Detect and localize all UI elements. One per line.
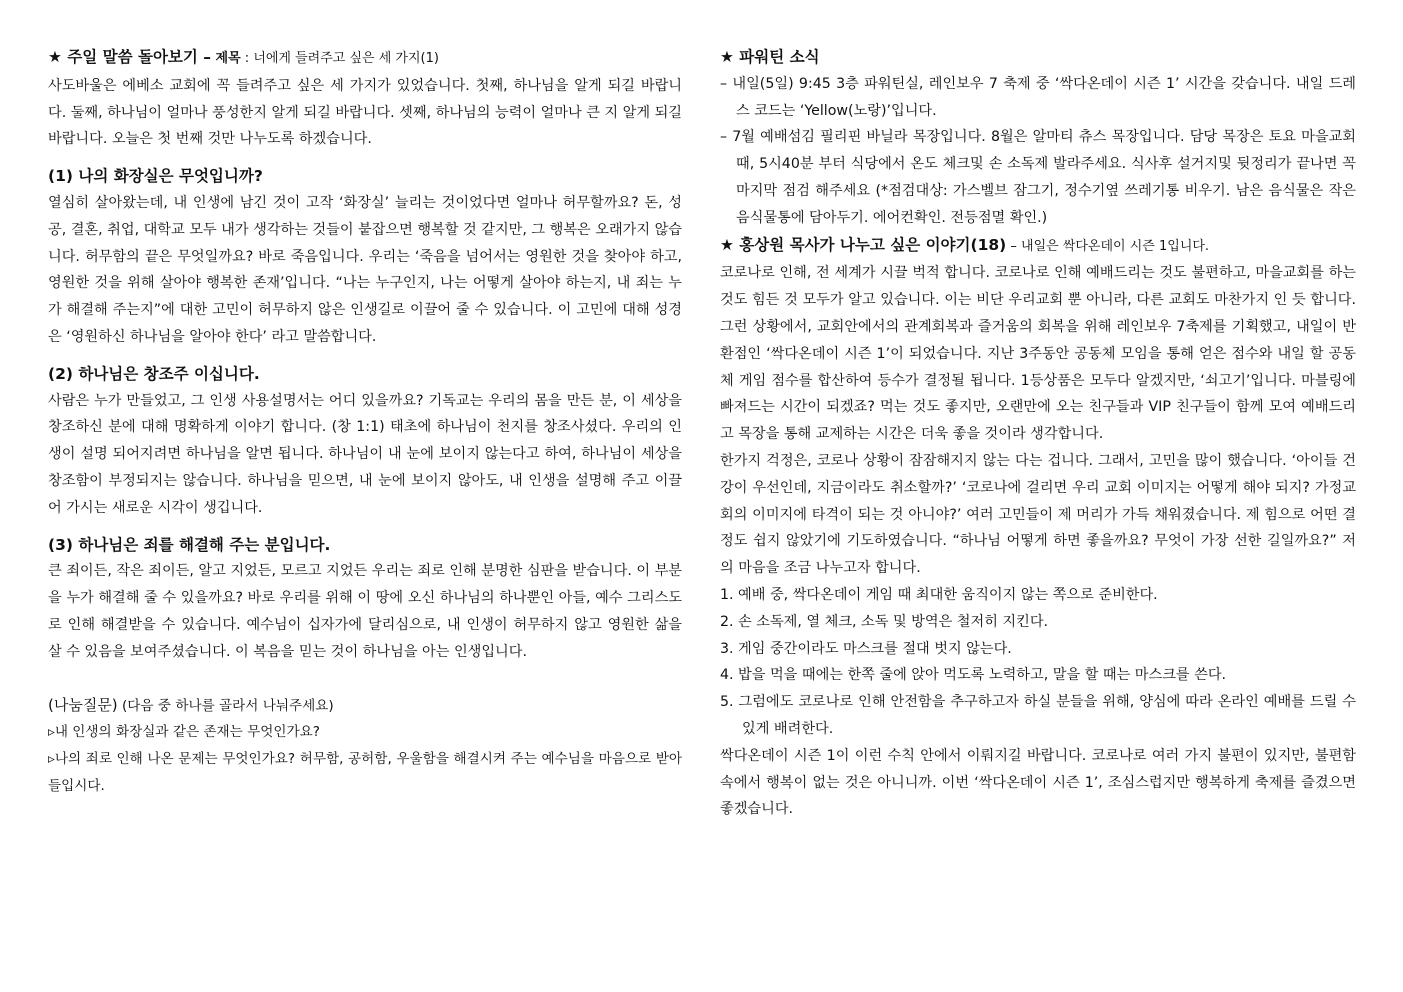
powerteen-news-heading: ★ 파워틴 소식 <box>720 48 820 66</box>
rule-item-1: 1. 예배 중, 싹다온데이 게임 때 최대한 움직이지 않는 쪽으로 준비한다. <box>720 586 1158 603</box>
sermon-title <box>48 44 682 73</box>
sermon-title-label: 제목 <box>211 51 241 66</box>
sermon-intro: 사도바울은 에베소 교회에 꼭 들려주고 싶은 세 가지가 있었습니다. 첫째, 하나님을 알게 되길 바랍니다. 둘째, 하나님이 얼마나 풍성한지 알게 되길 바랍니다. 셋째, 하나님의 능력이 얼마나 큰 지 알게 되길 바랍니다. 오늘은 첫 번째 것만 나누도록 하겠습니다. <box>48 77 682 148</box>
sermon-title-main: ★ 주일 말씀 돌아보기 – <box>48 48 212 66</box>
news-item-1: – 내일(5일) 9:45 3층 파워틴실, 레인보우 7 축제 중 ‘싹다온데이 시즌 1’ 시간을 갖습니다. 내일 드레스 코드는 ‘Yellow(노랑)’입니다. <box>720 75 1356 119</box>
section-3-body: 큰 죄이든, 작은 죄이든, 알고 지었든, 모르고 지었든 우리는 죄로 인해 분명한 심판을 받습니다. 이 부분을 누가 해결해 줄 수 있을까요? 바로 우리를 위해 이 땅에 오신 하나님의 하나뿐인 아들, 예수 그리스도로 인해 해결받을 수 있습니다. 예수님이 십자가에 달리심으로, 내 인생이 허무하지 않고 영원한 삶을 살 수 있음을 보여주셨습니다. 이 복음을 믿는 것이 하나님을 아는 인생입니다. <box>48 563 682 660</box>
rule-item-5: 5. 그럼에도 코로나로 인해 안전함을 추구하고자 하실 분들을 위해, 양심에 따라 온라인 예배를 드릴 수 있게 배려한다. <box>720 694 1356 737</box>
sharing-question-1: ▹내 인생의 화장실과 같은 존재는 무엇인가요? <box>48 724 321 741</box>
rule-item-2: 2. 손 소독제, 열 체크, 소독 및 방역은 철저히 지킨다. <box>720 613 1049 630</box>
sharing-questions-sub: (다음 중 하나를 골라서 나눠주세요) <box>117 697 334 714</box>
section-2-body: 사람은 누가 만들었고, 그 인생 사용설명서는 어디 있을까요? 기독교는 우리의 몸을 만든 분, 이 세상을 창조하신 분에 대해 명확하게 이야기 합니다. (창 1:1) 태초에 하나님이 천지를 창조사셨다. 우리의 인생이 설명 되어지려면 하나님을 알면 됩니다. 하나님이 내 눈에 보이지 않는다고 하여, 하나님이 세상을 창조함이 부정되지는 않습니다. 하나님을 믿으면, 내 눈에 보이지 않아도, 내 인생을 설명해 주고 이끌어 가시는 새로운 시각이 생깁니다. <box>48 392 682 516</box>
rule-item-3: 3. 게임 중간이라도 마스크를 절대 벗지 않는다. <box>720 640 1012 657</box>
pastor-story-paragraph-2: 한가지 걱정은, 코로나 상황이 잠잠해지지 않는 다는 겁니다. 그래서, 고민을 많이 했습니다. ‘아이들 건강이 우선인데, 지금이라도 취소할까?’ ‘코로나에 걸리면 우리 교회 이미지는 어떻게 해야 되지? 가정교회의 이미지에 타격이 되는 것 아니야?’ 여러 고민들이 제 머리가 가득 채워졌습니다. 제 힘으로 어떤 결정도 쉽지 않았기에 기도하였습니다. “하나님 어떻게 하면 좋을까요? 무엇이 가장 선한 길일까요?” 저의 마음을 조금 나누고자 합니다. <box>720 452 1356 577</box>
pastor-story-title: ★ 홍상원 목사가 나누고 싶은 이야기(18) <box>720 235 1007 254</box>
news-item-2: – 7월 예배섬김 필리핀 바닐라 목장입니다. 8월은 알마티 츄스 목장입니다. 담당 목장은 토요 마을교회 때, 5시40분 부터 식당에서 온도 체크및 손 소독제 발라주세요. 식사후 설거지및 뒷정리가 끝나면 꼭 마지막 점검 해주세요 (*점검대상: 가스벨브 잠그기, 정수기옆 쓰레기통 비우기. 남은 음식물은 작은 음식물통에 담아두기. 에어컨확인. 전등점멸 확인.) <box>720 129 1356 226</box>
news-column <box>720 44 1356 823</box>
pastor-story-closing: 싹다온데이 시즌 1이 이런 수칙 안에서 이뤄지길 바랍니다. 코로나로 여러 가지 불편이 있지만, 불편함 속에서 행복이 없는 것은 아니니까. 이번 ‘싹다온데이 시즌 1’, 조심스럽지만 행복하게 축제를 즐겼으면 좋겠습니다. <box>720 747 1356 818</box>
section-2-heading: (2) 하나님은 창조주 이십니다. <box>48 364 260 383</box>
pastor-story-heading <box>720 232 1356 261</box>
section-1-body: 열심히 살아왔는데, 내 인생에 남긴 것이 고작 ‘화장실’ 늘리는 것이었다면 얼마나 허무할까요? 돈, 성공, 결혼, 취업, 대학교 모두 내가 생각하는 것들이 붙잡으면 행복할 것 같지만, 그 행복은 오래가지 않습니다. 허무함의 끝은 무엇일까요? 바로 죽음입니다. 우리는 ‘죽음을 넘어서는 영원한 것을 찾아야 하고, 영원한 것을 위해 살아야 행복한 존재’입니다. “나는 누구인지, 나는 어떻게 살아야 하는지, 내 죄는 누가 해결해 주는지”에 대한 고민이 허무하지 않은 인생길로 이끌어 줄 수 있습니다. 이 고민에 대해 성경은 ‘영원하신 하나님을 알아야 한다’ 라고 말씀합니다. <box>48 194 682 345</box>
pastor-story-paragraph-1: 코로나로 인해, 전 세계가 시끌 벅적 합니다. 코로나로 인해 예배드리는 것도 불편하고, 마을교회를 하는 것도 힘든 것 모두가 알고 있습니다. 이는 비단 우리교회 뿐 아니라, 다른 교회도 마찬가지 인 듯 합니다. 그런 상황에서, 교회안에서의 관계회복과 즐거움의 회복을 위해 레인보우 7축제를 기획했고, 내일이 반환점인 ‘싹다온데이 시즌 1’이 되었습니다. 지난 3주동안 공동체 모임을 통해 얻은 점수와 내일 할 공동체 게임 점수를 합산하여 등수가 결정될 됩니다. 1등상품은 모두다 알겠지만, ‘쇠고기’입니다. 마블링에 빠져드는 시간이 되겠죠? 먹는 것도 좋지만, 오랜만에 오는 친구들과 VIP 친구들이 함께 모여 예배드리고 목장을 통해 교제하는 시간은 더욱 좋을 것이라 생각합니다. <box>720 265 1356 443</box>
rule-item-4: 4. 밥을 먹을 때에는 한쪽 줄에 앉아 먹도록 노력하고, 말을 할 때는 마스크를 쓴다. <box>720 667 1227 684</box>
sharing-questions-heading <box>48 692 682 720</box>
sharing-questions-title: (나눔질문) <box>48 695 118 714</box>
section-1-heading: (1) 나의 화장실은 무엇입니까? <box>48 167 263 186</box>
pastor-story-subtitle: – 내일은 싹다온데이 시즌 1입니다. <box>1006 238 1210 254</box>
section-3-heading: (3) 하나님은 죄를 해결해 주는 분입니다. <box>48 535 331 554</box>
sharing-question-2: ▹나의 죄로 인해 나온 문제는 무엇인가요? 허무함, 공허함, 우울함을 해결시켜 주는 예수님을 마음으로 받아들입시다. <box>48 751 682 794</box>
sermon-review-column <box>48 44 682 800</box>
sermon-title-rest: : 너에게 들려주고 싶은 세 가지(1) <box>240 51 439 66</box>
